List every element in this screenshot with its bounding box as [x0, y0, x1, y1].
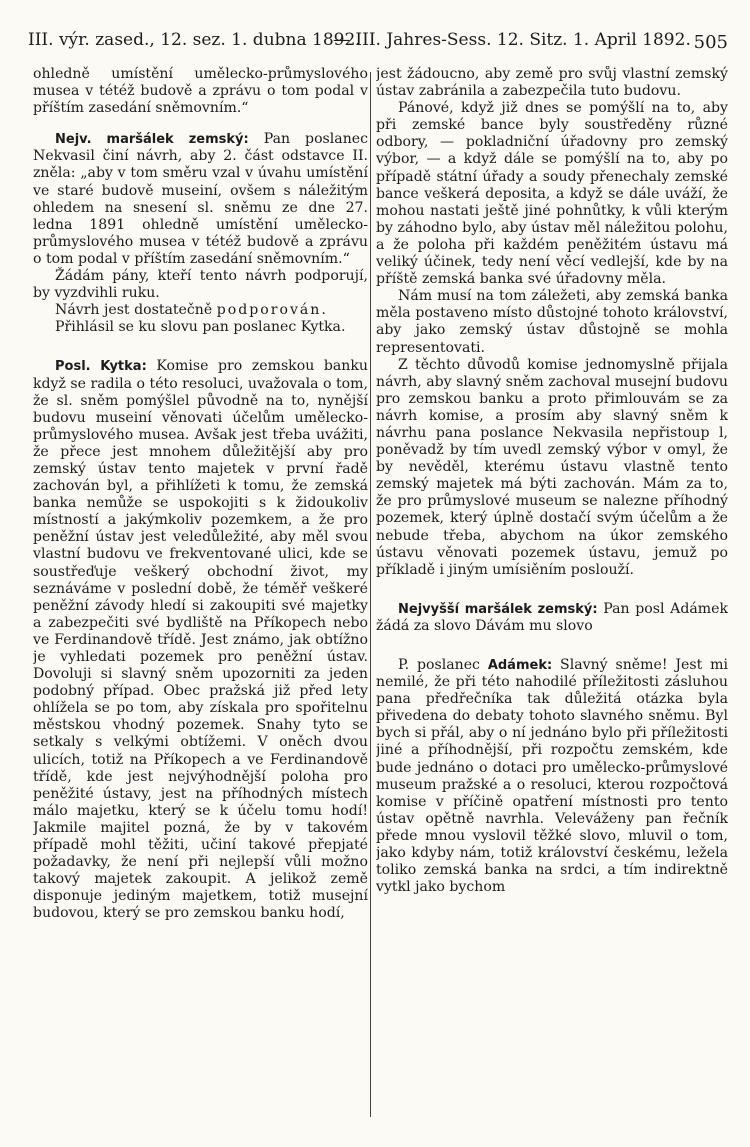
left-column — [33, 66, 368, 1126]
paragraph: Nám musí na tom záležeti, aby zemská banka měla postaveno místo důstojné tohoto království, aby jako zemský ústav důstojně se mohla representovati. — [376, 288, 728, 356]
paragraph: jest žádoucno, aby země pro svůj vlastní zemský ústav zabránila a zabezpečila tuto budovu. — [376, 66, 728, 100]
paragraph: P. poslanec Adámek: Slavný sněme! Jest mi nemilé, že při této nahodilé příležitosti zásluhou pana předřečníka tak důležitá otázka byla přivedena do debaty tohoto slavného sněmu. Byl bych si přál, aby o ní jednáno bylo při příležitosti jiné a příhodnější, při rozpočtu zemském, kde bude jednáno o dotaci pro umělecko-průmyslové museum pražské a o resoluci, kterou rozpočtová komise v příčině opatření místnosti pro tento ústav opětně navrhla. Veleváženy pan řečník přede mnou vyslovil těžké slovo, mluvil o tom, jako kdyby nám, totiž království českému, ležela toliko zemská banka na srdci, a tím indirektně vytkl jako bychom — [376, 657, 728, 896]
paragraph: Z těchto důvodů komise jednomyslně přijala návrh, aby slavný sněm zachoval musejní budovu pro zemskou banku a proto přimlouvám se za návrh komise, a prosím aby slavný sněm k návrhu pana poslance Nekvasila nepřistoup l, poněvadž by tím uvedl zemský výbor v omyl, že by nevěděl, kterému ústavu vlastně tento zemský majetek má býti zachován. Mám za to, že pro průmyslové museum se nalezne příhodný pozemek, který úplně dostačí svým účelům a že nebude třeba, abychom na úkor zemského ústavu věnovati pozemek ústavu, jemuž po příkladě i jiným umísiěním poslouží. — [376, 356, 728, 578]
paragraph: Pánové, když již dnes se pomýšlí na to, aby při zemské bance byly soustředěny různé odbory, — pokladniční úřadovny pro zemský výbor, — a když dále se pomýšlí na to, aby po případě státní úřady a soudy přenechaly zemské bance veškerá deposita, a když se dále uváží, že mohou nastati ještě jiné pohnůtky, k vůli kterým by záhodno bylo, aby ústav měl náležitou polohu, a že poloha při každém peněžitém ústavu má veliký účinek, tedy není věcí vedlejší, kde by na příště zemská banka své úřadovny měla. — [376, 100, 728, 288]
right-column — [376, 66, 728, 1126]
page-number: 505 — [693, 32, 728, 53]
column-divider — [370, 72, 371, 1117]
speaker-name: Nejvyšší maršálek zemský: — [398, 601, 598, 617]
paragraph: Posl. Kytka: Komise pro zemskou banku když se radila o této resoluci, uvažovala o tom, že sl. sněm pomýšlel původně na to, nynější budovu museiní věnovati účelům umělecko-průmyslového musea. Avšak jest třeba uvážiti, že přece jest mnohem důležitější aby pro zemský ústav tento majetek v první řadě zachován byl, a přihlížeti k tomu, že zemská banka nemůže se uspokojiti s k židoukoliv místností a jakýmkoliv pozemkem, a že pro peněžní ústav jest veledůležité, aby měl svou vlastní budovu ve frekventované ulici, kde se soustřeďuje veškerý obchodní život, my seznáváme v poslední době, že téměř veškeré peněžní závody hledí si zakoupiti své majetky a zabezpečiti své bydliště na Příkopech nebo ve Ferdinandově třídě. Jest známo, jak obtížno je vyhledati pozemek pro peněžní ústav. Dovoluji si slavný sněm upozorniti za jeden podobný případ. Obec pražská již před lety ohlížela se po tom, aby získala pro spořitelnu městskou vhodný pozemek. Snahy tyto se setkaly s velkými obtížemi. V oněch dvou ulicích, totiž na Příkopech a ve Ferdinandově třídě, kde jest nejvýhodnější poloha pro peněžité ústavy, jest na příhodných místech málo majetku, který se k účelu tomu hodí! Jakmile majitel pozná, že by v takovém případě mohl těžiti, učiní takové přepjaté požadavky, že není při nejlepší vůli možno takový majetek zakoupit. A jelikož země disponuje jediným majetkem, totiž musejní budovou, který se pro zemskou banku hodí, — [33, 358, 368, 922]
speaker-name: Adámek: — [487, 658, 553, 673]
paragraph: ohledně umístění umělecko-průmyslového musea v tétéž budově a zprávu o tom podal v příštím zasedání sněmovním.“ — [33, 66, 368, 117]
header-left: III. výr. zased., 12. sez. 1. dubna 1892. — [28, 30, 361, 50]
paragraph: Návrh jest dostatečně podporován. — [55, 302, 328, 319]
paragraph: Nejvyšší maršálek zemský: Pan posl Adámek žádá za slovo Dávám mu slovo — [376, 600, 728, 634]
page-header — [28, 30, 728, 70]
speaker-name: Posl. Kytka: — [55, 359, 147, 375]
header-center: — III. Jahres-Sess. 12. Sitz. 1. April 1892. — [333, 30, 691, 50]
paragraph: Nejv. maršálek zemský: Pan poslanec Nekvasil činí návrh, aby 2. část odstavce II. zněla: „aby v tom směru vzal v úvahu umístění ve staré budově museiní, ovšem s náležitým ohledem na snesení sl. sněmu ze dne 27. ledna 1891 ohledně umístění umělecko-průmyslového musea v tétéž budově a zprávu o tom podal v příštím zasedání sněmovním.“ — [33, 131, 368, 267]
speaker-name: Nejv. maršálek zemský: — [55, 132, 249, 148]
paragraph: Přihlásil se ku slovu pan poslanec Kytka. — [55, 319, 346, 336]
paragraph: Žádám pány, kteří tento návrh podporují, by vyzdvihli ruku. — [33, 268, 368, 302]
